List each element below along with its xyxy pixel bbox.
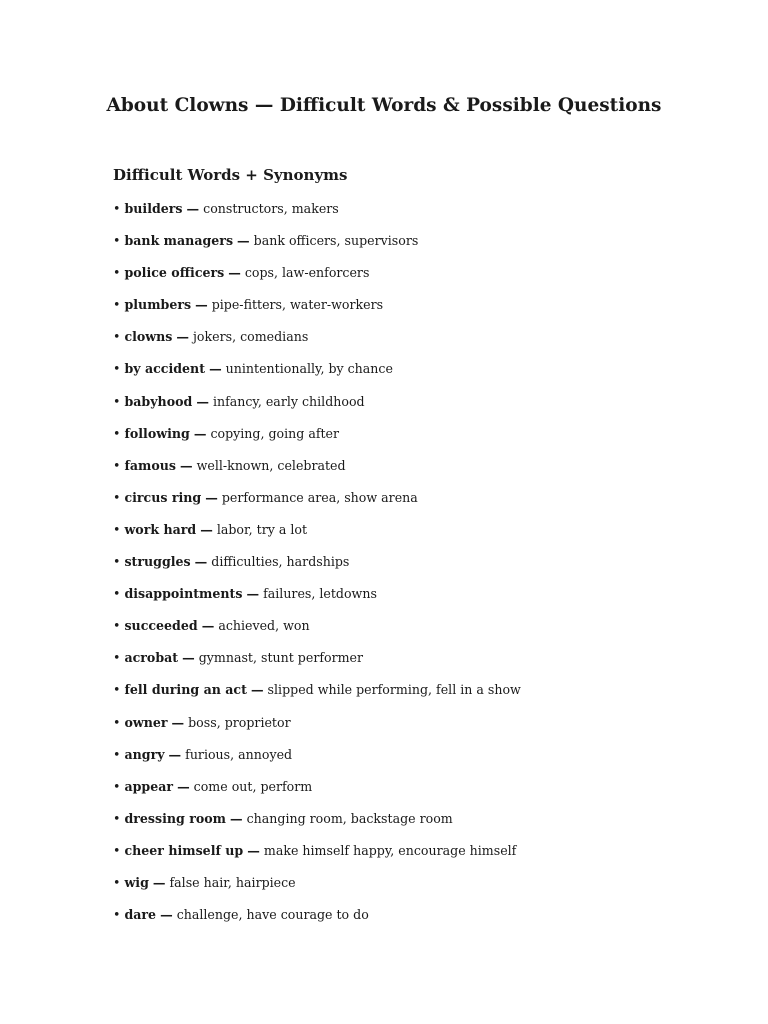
word-synonyms: come out, perform	[193, 778, 313, 794]
term-separator: —	[182, 650, 195, 666]
bullet-marker: •	[113, 233, 121, 249]
word-term: circus ring	[124, 489, 202, 505]
list-item	[113, 777, 521, 809]
word-synonyms: slipped while performing, fell in a show	[267, 682, 521, 698]
list-item	[113, 905, 521, 937]
word-synonyms: failures, letdowns	[263, 586, 377, 602]
term-separator: —	[160, 907, 173, 923]
word-term: angry	[124, 746, 165, 762]
bullet-marker: •	[113, 618, 121, 634]
list-item	[113, 809, 521, 841]
list-item	[113, 199, 521, 231]
list-item	[113, 680, 521, 712]
bullet-marker: •	[113, 907, 121, 923]
word-term: disappointments	[124, 586, 243, 602]
word-term: succeeded	[124, 618, 198, 634]
term-separator: —	[152, 874, 166, 890]
bullet-marker: •	[113, 650, 121, 666]
list-item	[113, 231, 521, 263]
bullet-marker: •	[113, 842, 121, 858]
word-term: dare	[124, 907, 157, 923]
bullet-marker: •	[113, 425, 121, 441]
word-synonyms: pipe-fitters, water-workers	[211, 297, 384, 313]
list-item	[113, 552, 521, 584]
bullet-marker: •	[113, 457, 121, 473]
term-separator: —	[228, 265, 241, 281]
word-synonyms: labor, try a lot	[216, 521, 308, 537]
word-term: police officers	[124, 265, 225, 281]
bullet-marker: •	[113, 746, 121, 762]
word-term: dressing room	[124, 810, 226, 826]
bullet-marker: •	[113, 361, 121, 377]
word-term: struggles	[124, 554, 191, 570]
word-synonyms: false hair, hairpiece	[169, 874, 296, 890]
word-term: acrobat	[124, 650, 179, 666]
term-separator: —	[250, 682, 264, 698]
word-synonyms: gymnast, stunt performer	[198, 650, 364, 666]
bullet-marker: •	[113, 714, 121, 730]
list-item	[113, 359, 521, 391]
word-synonyms: changing room, backstage room	[246, 810, 453, 826]
word-synonyms: boss, proprietor	[188, 714, 291, 730]
list-item	[113, 648, 521, 680]
term-separator: —	[246, 586, 260, 602]
list-item	[113, 295, 521, 327]
word-synonyms: achieved, won	[218, 618, 310, 634]
word-term: clowns	[124, 329, 173, 345]
bullet-marker: •	[113, 586, 121, 602]
term-separator: —	[193, 425, 207, 441]
term-separator: —	[201, 618, 215, 634]
word-synonyms: difficulties, hardships	[211, 554, 350, 570]
list-item	[113, 520, 521, 552]
document-title: About Clowns — Difficult Words & Possible Questions	[106, 95, 662, 116]
term-separator: —	[209, 361, 222, 377]
bullet-marker: •	[113, 297, 121, 313]
bullet-marker: •	[113, 874, 121, 890]
word-synonyms: constructors, makers	[203, 201, 339, 216]
bullet-marker: •	[113, 810, 121, 826]
word-term: fell during an act	[124, 682, 247, 698]
word-synonyms: copying, going after	[210, 425, 340, 441]
bullet-marker: •	[113, 682, 121, 698]
term-separator: —	[171, 714, 185, 730]
word-term: cheer himself up	[124, 842, 244, 858]
word-synonyms: bank officers, supervisors	[253, 233, 419, 249]
term-separator: —	[237, 233, 250, 249]
term-separator: —	[196, 393, 209, 409]
list-item	[113, 392, 521, 424]
term-separator: —	[230, 810, 243, 826]
list-item	[113, 584, 521, 616]
list-item	[113, 745, 521, 777]
term-separator: —	[180, 457, 193, 473]
word-term: work hard	[124, 521, 197, 537]
term-separator: —	[200, 521, 213, 537]
term-separator: —	[176, 329, 190, 345]
section-heading: Difficult Words + Synonyms	[113, 166, 348, 184]
word-synonyms: performance area, show arena	[221, 489, 418, 505]
term-separator: —	[177, 778, 190, 794]
word-synonyms: furious, annoyed	[185, 746, 293, 762]
word-term: by accident	[124, 361, 206, 377]
term-separator: —	[205, 489, 218, 505]
list-item	[113, 327, 521, 359]
word-synonyms: well-known, celebrated	[196, 457, 346, 473]
word-synonyms: jokers, comedians	[193, 329, 309, 345]
list-item	[113, 424, 521, 456]
bullet-marker: •	[113, 778, 121, 794]
bullet-marker: •	[113, 201, 121, 216]
difficult-words-list	[113, 199, 521, 937]
list-item	[113, 456, 521, 488]
bullet-marker: •	[113, 489, 121, 505]
word-term: bank managers	[124, 233, 234, 249]
term-separator: —	[168, 746, 182, 762]
bullet-marker: •	[113, 329, 121, 345]
word-term: famous	[124, 457, 177, 473]
term-separator: —	[195, 297, 208, 313]
word-term: builders	[124, 201, 183, 216]
bullet-marker: •	[113, 554, 121, 570]
list-item	[113, 841, 521, 873]
list-item	[113, 616, 521, 648]
word-synonyms: unintentionally, by chance	[225, 361, 393, 377]
bullet-marker: •	[113, 521, 121, 537]
word-term: plumbers	[124, 297, 192, 313]
word-term: appear	[124, 778, 174, 794]
list-item	[113, 263, 521, 295]
word-term: owner	[124, 714, 168, 730]
bullet-marker: •	[113, 265, 121, 281]
list-item	[113, 713, 521, 745]
word-synonyms: cops, law-enforcers	[244, 265, 370, 281]
bullet-marker: •	[113, 393, 121, 409]
word-synonyms: challenge, have courage to do	[176, 907, 369, 923]
term-separator: —	[194, 554, 208, 570]
word-term: following	[124, 425, 190, 441]
word-term: babyhood	[124, 393, 193, 409]
list-item	[113, 488, 521, 520]
list-item	[113, 873, 521, 905]
word-synonyms: make himself happy, encourage himself	[263, 842, 517, 858]
word-term: wig	[124, 874, 149, 890]
word-synonyms: infancy, early childhood	[212, 393, 365, 409]
term-separator: —	[247, 842, 260, 858]
term-separator: —	[186, 201, 200, 216]
